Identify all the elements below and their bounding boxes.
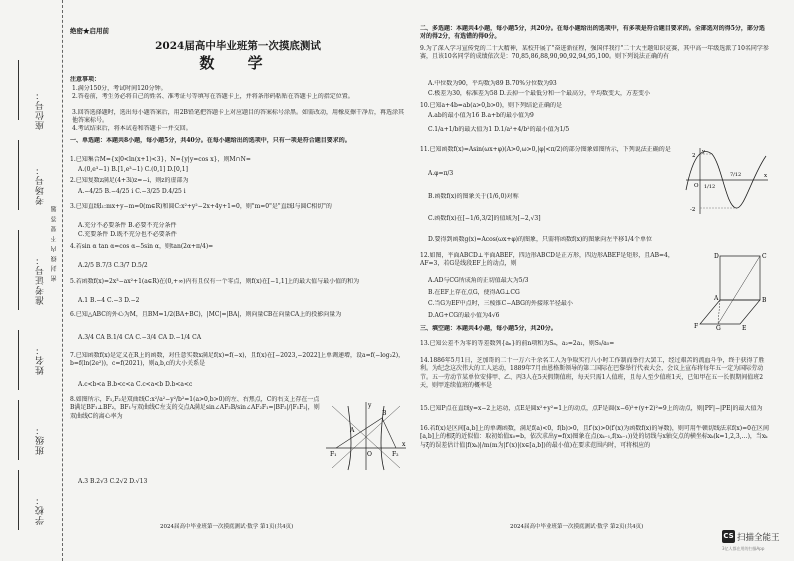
- label-A: A: [714, 295, 719, 302]
- admission-label: 准考证号：: [36, 255, 46, 305]
- section-single-choice: 一、单选题：本题共8小题，每小题5分，共40分。在每小题给出的选项中，只有一项是符合题目要求的。: [70, 137, 351, 144]
- label-y: y: [368, 402, 372, 409]
- question-6: 6.已知△ABC的外心为M，且BM=1/2(BA+BC)，|MC|=|BA|，则向量CB在向量CA上的投影向量为: [70, 311, 342, 318]
- q4-options: A.2/5 B.7/3 C.3/7 D.5/2: [78, 262, 148, 269]
- question-14: 14.1886年5月1日，芝加哥的二十一万六千余名工人为争取实行八小时工作制而举行大罢工，经过艰苦的流血斗争，终于获得了胜利。为纪念这次伟大的工人运动，1889年7月由恩格斯领导的第二国际在巴黎举行代表大会，会议上宣布将每年五一定为国际劳动节。五一劳动节某单位安排甲、乙、丙3人在5天假期值班，每天只需1人值班，且每人至少值班1天，已知甲在五一长假期间值班2天，则甲连续值班的概率是: [420, 357, 765, 389]
- q11-option-d: D.要得到函数g(x)=Acos(ωx+φ)的图象，只需将函数f(x)的图象向左平移1/4个单位: [428, 236, 652, 243]
- sine-graph-figure: [682, 146, 770, 216]
- x-label: x: [764, 173, 768, 179]
- q1-options: A.(0,e³−1) B.[1,e³−1) C.(0,1] D.[0,1]: [78, 166, 188, 173]
- segment-CG: [718, 256, 760, 324]
- q11-option-a: A.φ=π/3: [428, 170, 454, 177]
- page-footer-right: 2024届高中毕业班第一次摸底测试·数学 第2页(共4页): [510, 524, 644, 530]
- exam-title: 2024届高中毕业班第一次摸底测试: [155, 40, 321, 52]
- q8-options: A.3 B.2√3 C.2√2 D.√13: [78, 478, 148, 485]
- q6-options: A.3/4 CA B.1/4 CA C.−3/4 CA D.−1/4 CA: [78, 334, 202, 341]
- class-label: 班级：: [36, 425, 46, 455]
- q9-options-ab: A.中位数为90，平均数为89 B.70%分位数为93: [428, 80, 557, 87]
- label-A: A: [350, 427, 355, 434]
- solid-geometry-figure: [690, 250, 770, 330]
- scanner-slogan: 3亿人都在用的扫描App: [722, 546, 765, 551]
- label-E: E: [742, 325, 747, 330]
- name-label: 姓名：: [36, 345, 46, 375]
- scanner-name: 扫描全能王: [737, 532, 780, 543]
- q12-option-b: B.在EF上存在点G，使得AG⊥CG: [428, 289, 520, 296]
- q12-option-d: D.AG+CG的最小值为4√6: [428, 312, 500, 319]
- q11-option-c: C.函数f(x)在[−1/6,3/2]的值域为[−2,√3]: [428, 215, 541, 222]
- note-item: 2.答卷前，考生务必将自己的姓名、准考证号等填写在答题卡上，并将条形码粘贴在答题卡上的指定位置。: [72, 93, 354, 100]
- note-item: 1.满分150分，考试时间120分钟。: [72, 85, 167, 92]
- note-item: 4.考试结束后，将本试卷和答题卡一并交回。: [72, 125, 192, 132]
- fill-line: [18, 230, 19, 310]
- q10-options-ab: A.ab的最小值为16 B.a+b的最小值为9: [428, 112, 534, 119]
- school-label: 学校：: [36, 495, 46, 525]
- question-4: 4.若sin α tan α=cos α−5sin α，则tan(2α+π/4)=: [70, 243, 214, 250]
- page-footer-left: 2024届高中毕业班第一次摸底测试·数学 第1页(共4页): [160, 524, 294, 530]
- label-B: B: [762, 297, 767, 304]
- rectangle-ABEF: [700, 300, 760, 324]
- label-F2: F₂: [392, 451, 399, 458]
- question-5: 5.若函数f(x)=2x³−ax²+1(a∈R)在(0,+∞)内有且仅有一个零点，则f(x)在[−1,1]上的最大值与最小值的和为: [70, 278, 360, 285]
- q10-options-cd: C.1/a+1/b的最大值为1 D.1/a²+4/b²的最小值为1/5: [428, 126, 570, 133]
- fill-line: [18, 470, 19, 530]
- tick-label-2: 7/12: [730, 172, 742, 178]
- y-min-label: -2: [690, 207, 696, 213]
- q5-options: A.1 B.−4 C.−3 D.−2: [78, 297, 140, 304]
- confidential-mark: 绝密★启用前: [70, 27, 109, 35]
- binding-margin: [0, 0, 63, 561]
- fill-line: [18, 330, 19, 390]
- y-max-label: 2: [692, 153, 696, 159]
- question-11: 11.已知函数f(x)=Asin(ωx+φ)(A>0,ω>0,|φ|<π/2)的部分图象如图所示，下列说法正确的是: [420, 146, 671, 153]
- seat-label: 座位号：: [36, 90, 46, 130]
- square-ABCD: [720, 256, 760, 300]
- question-1: 1.已知集合M={x|0<ln(x+1)<3}，N={y|y=cos x}，则M∩N=: [70, 156, 251, 163]
- fill-line: [18, 60, 19, 120]
- scanner-watermark: [722, 526, 792, 552]
- question-13: 13.已知公差不为零的等差数列{aₙ}的前n项和为Sₙ，a₂=2a₁，则S₅/a₅=: [420, 340, 615, 347]
- fill-line: [18, 140, 19, 210]
- q2-options: A.−4/25 B.−4/25 i C.−3/25 D.4/25 i: [78, 188, 186, 195]
- question-16: 16.若f(x)是区间[a,b]上的单调函数，满足f(a)<0，f(b)>0，且f′(x)>0(f′(x)为函数f(x)的导数)，则可用牛顿切线法求f(x)=0在区间[a,b]上的根ξ的近似值：取初始值x₀=b，依次求出y=f(x)图象在点(xₖ₋₁,f(xₖ₋₁))处的切线与x轴交点的横坐标xₖ(k=1,2,3,…)，当xₖ与ξ的误差估计值|f(xₖ)|/m(m为|f′(x)|(x∈[a,b])的最小值)在要求范围内时，可将相应的: [420, 425, 769, 449]
- section-multi-choice: 二、多选题：本题共4小题，每小题5分，共20分。在每小题给出的选项中，有多项是符合题目要求的。全部选对的得5分，部分选对的得2分，有选错的得0分。: [420, 25, 765, 41]
- left-branch: [348, 406, 351, 470]
- question-15: 15.已知P点在直线y=x−2上运动，点E是圆x²+y²=1上的动点，点F是圆(x−6)²+(y+2)²=9上的动点，则|PF|−|PE|的最大值为: [420, 405, 763, 412]
- question-10: 10.已知a+4b=ab(a>0,b>0)，则下列结论正确的是: [420, 102, 562, 109]
- label-D: D: [714, 253, 719, 260]
- question-7: 7.已知函数f(x)是定义在R上的函数，对任意实数x满足f(x)=f(−x)，且f(x)在[−2023,−2022]上单调递增，设a=f(−log₂2)，b=f(ln(2e²))，c=f(2021)，则a,b,c的大小关系是: [70, 352, 405, 368]
- question-2: 2.已知复数z满足(4+3i)z=−i，则z的虚部为: [70, 177, 189, 184]
- subject-title: 数 学: [199, 54, 277, 72]
- label-B: B: [382, 410, 387, 417]
- label-F1: F₁: [330, 451, 337, 458]
- q3-options-cd: C.充要条件 D.既不充分也不必要条件: [78, 231, 177, 238]
- y-label: y: [702, 149, 706, 155]
- notes-title: 注意事项：: [70, 76, 101, 83]
- origin-label: O: [694, 183, 699, 189]
- question-8: 8.如图所示，F₁,F₂是双曲线C:x²/a²−y²/b²=1(a>0,b>0)的左、右焦点，C的右支上存在一点B满足BF₁⊥BF₂，BF₁与双曲线C左支的交点A满足sin∠AF₂B/sin∠AF₂F₁=|BF₂|/|F₁F₂|，则双曲线C的离心率为: [70, 396, 320, 420]
- q12-option-a: A.AD与CG所成角的正切值最大为5/3: [428, 277, 529, 284]
- q12-option-c: C.当G为EF中点时，三棱锥C−ABG的外接球半径最小: [428, 300, 573, 307]
- seal-text: 密 封 线 内 不 要 答 题: [51, 205, 58, 282]
- label-G: G: [716, 325, 721, 330]
- question-9: 9.为了深入学习宣传党的二十大精神，某校开展了"奋进新征程，强国伴我行"二十大主题知识竞赛，其中高一年级选派了10名同学参赛，且该10名同学的成绩依次是：70,85,86,88,90,90,92,94,95,100。则下列说法正确的有: [420, 45, 769, 61]
- cs-logo-icon: CS: [722, 530, 735, 543]
- exam-room-label: 考场号：: [36, 165, 46, 205]
- tick-label-1: 1/12: [704, 184, 716, 190]
- q3-options-ab: A.充分不必要条件 B.必要不充分条件: [78, 222, 177, 229]
- q7-options: A.c<b<a B.b<c<a C.c<a<b D.b<a<c: [78, 381, 193, 388]
- label-F: F: [694, 323, 699, 330]
- q11-option-b: B.函数f(x)的图象关于(1/6,0)对称: [428, 193, 519, 200]
- fill-line: [18, 400, 19, 460]
- question-12: 12.如图，平面ABCD⊥平面ABEF，四边形ABCD是正方形，四边形ABEF是矩形，且AB=4，AF=3，若G是线段EF上的动点，则: [420, 252, 674, 268]
- q9-options-cd: C.极差为30，标准差为58 D.去掉一个最低分和一个最高分，平均数变大，方差变小: [428, 90, 650, 97]
- section-fill-blank: 三、填空题：本题共4小题，每小题5分，共20分。: [420, 325, 557, 332]
- label-x: x: [402, 441, 406, 448]
- hyperbola-figure: [322, 398, 408, 472]
- note-item: 3.回答选择题时，选出每小题答案后，用2B铅笔把答题卡上对应题目的答案标号涂黑。如需改动，用橡皮擦干净后，再选涂其他答案标号。: [72, 109, 404, 125]
- label-O: O: [367, 451, 372, 458]
- segment-AG: [718, 300, 720, 324]
- label-C: C: [762, 253, 767, 260]
- question-3: 3.已知直线l₁:mx+y−m=0(m∈R)和圆C:x²+y²−2x+4y+1=0，则"m=0"是"直线l与圆C相切"的: [70, 203, 332, 210]
